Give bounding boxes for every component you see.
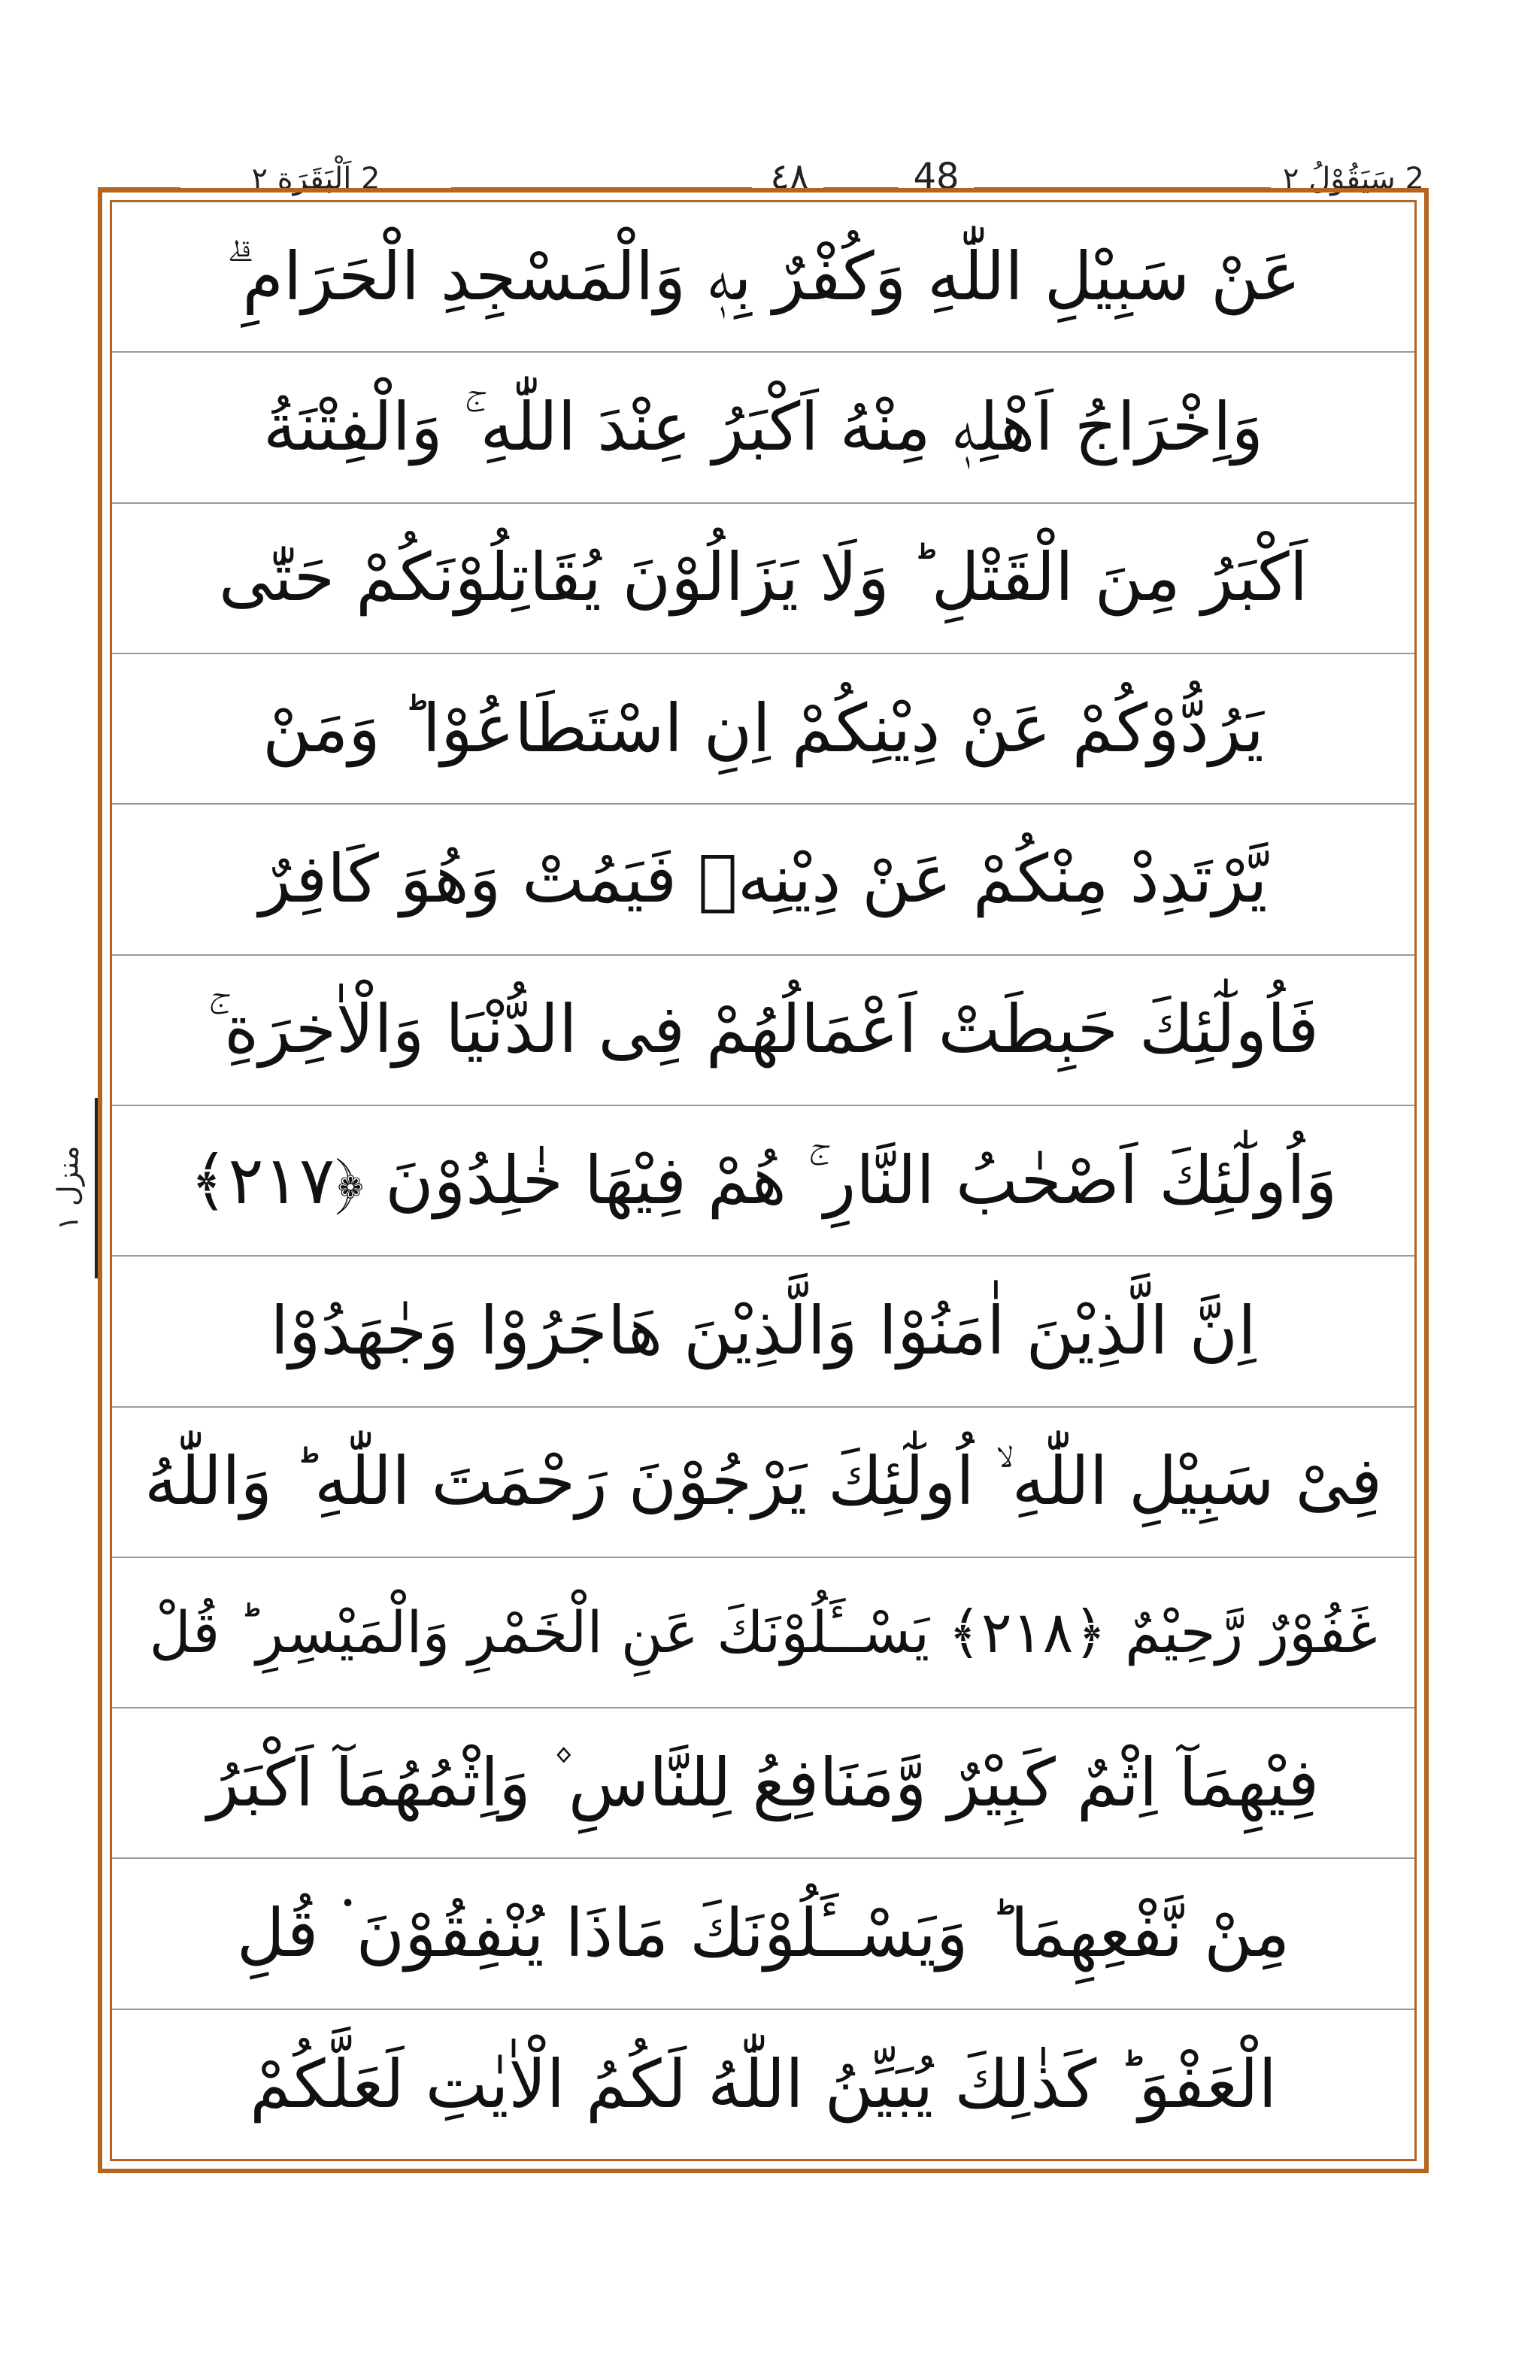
verse-text: وَاُولٰٓئِكَ اَصْحٰبُ النَّارِ ۚ هُمْ فِيْهَا خٰلِدُوْنَ ﴿٢١٧﴾: [189, 1141, 1338, 1219]
verse-text: فَاُولٰٓئِكَ حَبِطَتْ اَعْمَالُهُمْ فِى الدُّنْيَا وَالْاٰخِرَةِ ۚ: [208, 990, 1319, 1069]
verse-text: فِىْ سَبِيْلِ اللّٰهِ ۙ اُولٰٓئِكَ يَرْجُوْنَ رَحْمَتَ اللّٰهِ ؕ وَاللّٰهُ: [144, 1442, 1383, 1520]
verse-text: فِيْهِمَآ اِثْمٌ كَبِيْرٌ وَّمَنَافِعُ لِلنَّاسِ ۫ وَاِثْمُهُمَآ اَكْبَرُ: [207, 1743, 1320, 1821]
verse-text: يَّرْتَدِدْ مِنْكُمْ عَنْ دِيْنِهٖ فَيَمُتْ وَهُوَ كَافِرٌ: [259, 840, 1268, 917]
verse-text: وَاِخْرَاجُ اَهْلِهٖ مِنْهُ اَكْبَرُ عِنْدَ اللّٰهِ ۚ وَالْفِتْنَةُ: [263, 388, 1263, 466]
verse-text: عَنْ سَبِيْلِ اللّٰهِ وَكُفْرٌ بِهٖ وَالْمَسْجِدِ الْحَرَامِ ۗ: [226, 237, 1301, 315]
verse-line-4: [112, 654, 1414, 805]
verse-line-8: [112, 1257, 1414, 1407]
verse-lines: [112, 202, 1414, 2159]
verse-line-3: [112, 504, 1414, 654]
juz-name: 2 سَيَقُوْلُ ٢: [1283, 162, 1424, 196]
verse-text: يَرُدُّوْكُمْ عَنْ دِيْنِكُمْ اِنِ اسْتَطَاعُوْا ؕ وَمَنْ: [262, 689, 1264, 767]
page-frame-inner: [110, 200, 1417, 2161]
manzil-marker: [45, 1113, 90, 1263]
verse-text: غَفُوْرٌ رَّحِيْمٌ ﴿٢١٨﴾ يَسْــَٔلُوْنَكَ عَنِ الْخَمْرِ وَالْمَيْسِرِ ؕ قُلْ: [149, 1599, 1378, 1666]
verse-line-7: [112, 1106, 1414, 1257]
verse-line-6: [112, 956, 1414, 1106]
verse-line-1: [112, 202, 1414, 353]
verse-line-13: [112, 2010, 1414, 2159]
verse-line-2: [112, 353, 1414, 503]
verse-line-9: [112, 1408, 1414, 1558]
verse-text: مِنْ نَّفْعِهِمَا ؕ وَيَسْــَٔلُوْنَكَ مَاذَا يُنْفِقُوْنَ ۬ قُلِ: [236, 1894, 1290, 1972]
verse-line-10: [112, 1558, 1414, 1708]
verse-line-5: [112, 805, 1414, 955]
page-number-arabic: ٤٨: [770, 156, 809, 198]
surah-name: 2 اَلْبَقَرَة ٢: [251, 162, 380, 196]
verse-text: اَكْبَرُ مِنَ الْقَتْلِ ؕ وَلَا يَزَالُوْنَ يُقَاتِلُوْنَكُمْ حَتّٰى: [218, 538, 1308, 617]
verse-line-11: [112, 1708, 1414, 1859]
page-number: 48: [913, 156, 959, 198]
verse-text: الْعَفْوَ ؕ كَذٰلِكَ يُبَيِّنُ اللّٰهُ لَكُمُ الْاٰيٰتِ لَعَلَّكُمْ: [250, 2045, 1277, 2123]
verse-line-12: [112, 1859, 1414, 2009]
manzil-label: منزل ١: [51, 1145, 84, 1231]
verse-text: اِنَّ الَّذِيْنَ اٰمَنُوْا وَالَّذِيْنَ هَاجَرُوْا وَجٰهَدُوْا: [270, 1291, 1257, 1369]
